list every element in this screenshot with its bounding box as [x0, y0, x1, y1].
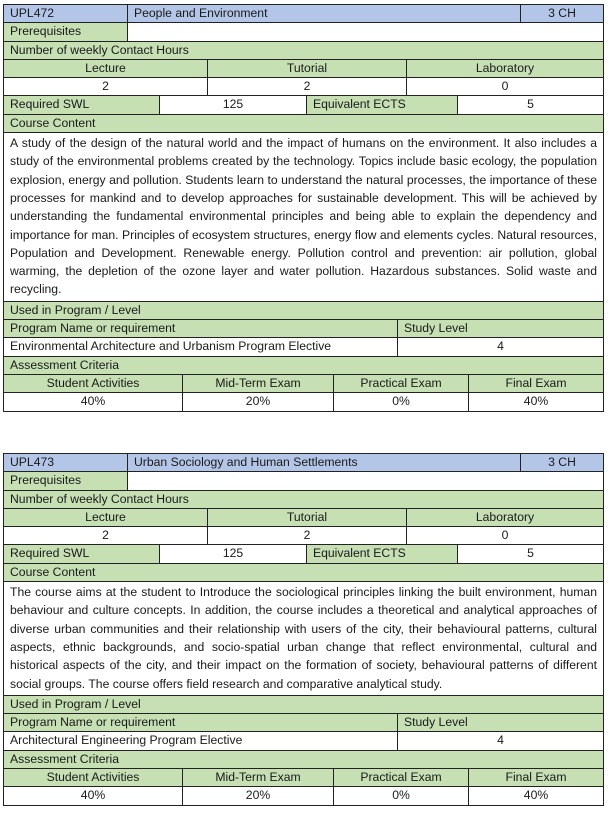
student-activities-value: 40% [4, 787, 182, 804]
content-label-row [4, 114, 603, 132]
lecture-header: Lecture [4, 509, 207, 526]
program-name: Environmental Architecture and Urbanism Program Elective [4, 338, 397, 355]
swl-value: 125 [159, 96, 306, 113]
program-header-row [4, 319, 603, 337]
swl-label: Required SWL [4, 545, 159, 562]
laboratory-value: 0 [406, 527, 603, 544]
course-header-row [4, 454, 603, 471]
laboratory-value: 0 [406, 78, 603, 95]
laboratory-header: Laboratory [406, 60, 603, 77]
content-label: Course Content [4, 564, 603, 581]
midterm-header: Mid-Term Exam [182, 769, 333, 786]
contact-hours-value-row [4, 526, 603, 544]
course-header-row [4, 5, 603, 22]
program-label-row [4, 301, 603, 319]
course-content-text: A study of the design of the natural world and the impact of humans on the environment. It also includes a study of the environmental problems created by the technology. Topics include basic ecology, the population explosion, energy and pollution. Students learn to understand the natural processes, the importance of these processes for mankind and to develop approaches for sustainable development. This will be achieved by understanding the fundamental environmental principles and being able to explain the dependency and importance for man. Principles of ecosystem structures, energy flow and elements cycles. Natural resources, Population and Development. Renewable energy. Pollution control and prevention: air pollution, global warming, the depletion of the ozone layer and water pollution. Hazardous substances. Solid waste and recycling. [4, 133, 603, 301]
study-level-header: Study Level [397, 714, 603, 731]
contact-hours-label-row [4, 41, 603, 59]
student-activities-value: 40% [4, 393, 182, 410]
program-label-row [4, 695, 603, 713]
study-level-header: Study Level [397, 320, 603, 337]
prerequisites-label: Prerequisites [4, 23, 127, 40]
ects-value: 5 [457, 96, 603, 113]
course-title: Urban Sociology and Human Settlements [127, 454, 520, 471]
practical-header: Practical Exam [333, 769, 468, 786]
program-value-row [4, 337, 603, 355]
assessment-label-row [4, 750, 603, 768]
assessment-value-row [4, 786, 603, 804]
lecture-value: 2 [4, 527, 207, 544]
study-level: 4 [397, 732, 603, 749]
swl-label: Required SWL [4, 96, 159, 113]
lecture-header: Lecture [4, 60, 207, 77]
contact-hours-label: Number of weekly Contact Hours [4, 42, 603, 59]
laboratory-header: Laboratory [406, 509, 603, 526]
content-text-row [4, 581, 603, 695]
program-name: Architectural Engineering Program Elective [4, 732, 397, 749]
midterm-header: Mid-Term Exam [182, 375, 333, 392]
swl-row [4, 544, 603, 562]
assessment-header-row [4, 374, 603, 392]
practical-value: 0% [333, 393, 468, 410]
practical-header: Practical Exam [333, 375, 468, 392]
final-header: Final Exam [468, 769, 603, 786]
contact-hours-value-row [4, 77, 603, 95]
prerequisites-label: Prerequisites [4, 472, 127, 489]
content-label-row [4, 563, 603, 581]
ects-value: 5 [457, 545, 603, 562]
course-code: UPL472 [4, 5, 127, 22]
midterm-value: 20% [182, 393, 333, 410]
course-table-upl473 [3, 453, 604, 806]
student-activities-header: Student Activities [4, 375, 182, 392]
program-label: Used in Program / Level [4, 302, 603, 319]
program-label: Used in Program / Level [4, 696, 603, 713]
course-code: UPL473 [4, 454, 127, 471]
midterm-value: 20% [182, 787, 333, 804]
assessment-label: Assessment Criteria [4, 751, 603, 768]
tutorial-header: Tutorial [207, 60, 406, 77]
final-header: Final Exam [468, 375, 603, 392]
credit-hours: 3 CH [520, 454, 603, 471]
lecture-value: 2 [4, 78, 207, 95]
prerequisites-value [127, 23, 603, 40]
prerequisites-value [127, 472, 603, 489]
prerequisites-row [4, 471, 603, 489]
program-name-header: Program Name or requirement [4, 714, 397, 731]
course-title: People and Environment [127, 5, 520, 22]
contact-hours-label-row [4, 490, 603, 508]
content-label: Course Content [4, 115, 603, 132]
assessment-label-row [4, 356, 603, 374]
tutorial-value: 2 [207, 78, 406, 95]
final-value: 40% [468, 393, 603, 410]
swl-value: 125 [159, 545, 306, 562]
program-value-row [4, 731, 603, 749]
assessment-label: Assessment Criteria [4, 357, 603, 374]
course-content-text: The course aims at the student to Introduce the sociological principles linking the built environment, human behaviour and culture concepts. In addition, the course includes a theoretical and analytical approaches of diverse urban communities and their relationship with users of the city, their behavioural patterns, cultural aspects, ethnic backgrounds, and socio-spatial urban change that reflect environmental, cultural and historical aspects of the city, and their impact on the formation of society, behavioural patterns of different social groups. The course offers field research and comparative analytical study. [4, 582, 603, 695]
ects-label: Equivalent ECTS [306, 96, 457, 113]
credit-hours: 3 CH [520, 5, 603, 22]
tutorial-header: Tutorial [207, 509, 406, 526]
practical-value: 0% [333, 787, 468, 804]
assessment-header-row [4, 768, 603, 786]
study-level: 4 [397, 338, 603, 355]
program-name-header: Program Name or requirement [4, 320, 397, 337]
program-header-row [4, 713, 603, 731]
content-text-row [4, 132, 603, 301]
final-value: 40% [468, 787, 603, 804]
prerequisites-row [4, 22, 603, 40]
tutorial-value: 2 [207, 527, 406, 544]
assessment-value-row [4, 392, 603, 410]
contact-hours-header-row [4, 59, 603, 77]
swl-row [4, 95, 603, 113]
contact-hours-label: Number of weekly Contact Hours [4, 491, 603, 508]
student-activities-header: Student Activities [4, 769, 182, 786]
contact-hours-header-row [4, 508, 603, 526]
ects-label: Equivalent ECTS [306, 545, 457, 562]
course-table-upl472 [3, 4, 604, 412]
